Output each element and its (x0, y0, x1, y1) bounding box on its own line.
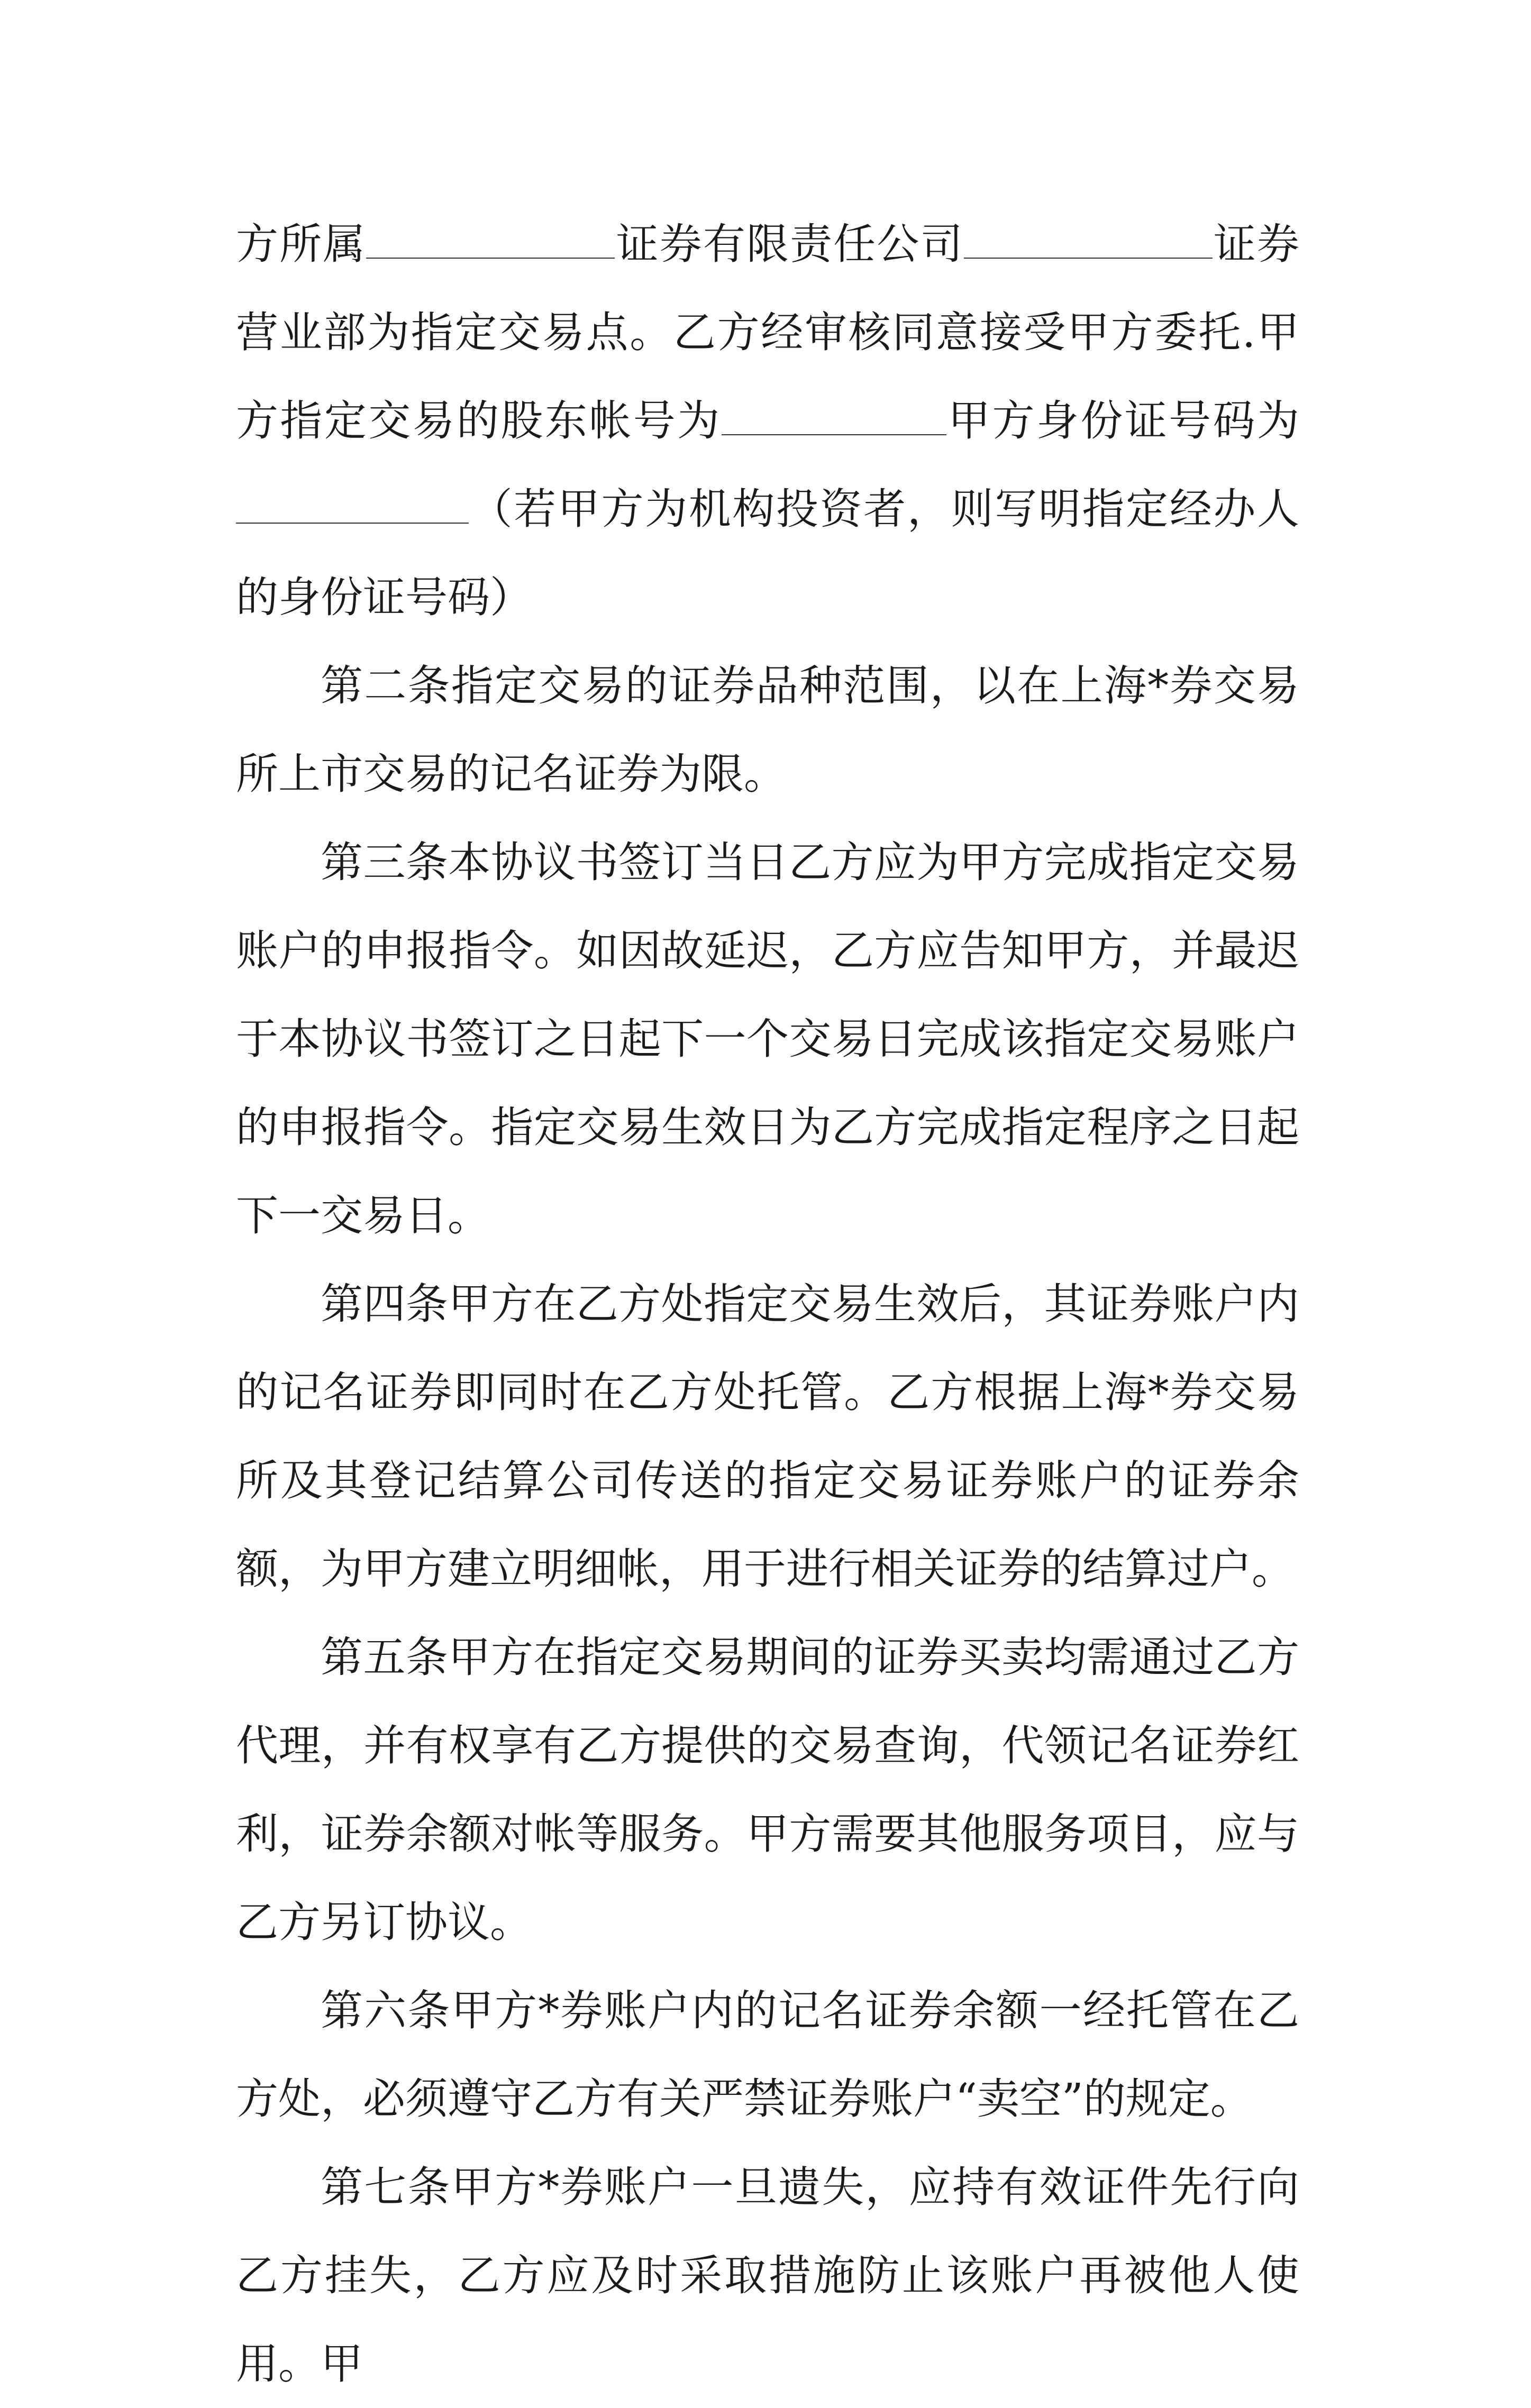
paragraph-clause-6: 第六条甲方*券账户内的记名证券余额一经托管在乙方处，必须遵守乙方有关严禁证券账户“卖空”的规定。 (236, 1986, 1299, 2123)
fill-in-blank-securities-company[interactable] (366, 221, 615, 259)
paragraph-clause-7: 第七条甲方*券账户一旦遗失，应持有效证件先行向乙方挂失，乙方应及时采取措施防止该账户再被他人使用。甲 (236, 2163, 1299, 2388)
paragraph-clause-5: 第五条甲方在指定交易期间的证券买卖均需通过乙方代理，并有权享有乙方提供的交易查询，代领记名证券红利，证券余额对帐等服务。甲方需要其他服务项目，应与乙方另订协议。 (236, 1633, 1299, 1947)
fill-in-blank-shareholder-account[interactable] (722, 397, 946, 435)
text-segment: 方所属 (236, 219, 367, 269)
text-segment: 证券有限责任公司 (615, 219, 964, 269)
paragraph-clause-4: 第四条甲方在乙方处指定交易生效后，其证券账户内的记名证券即同时在乙方处托管。乙方根据上海*券交易所及其登记结算公司传送的指定交易证券账户的证券余额，为甲方建立明细帐，用于进行相关证券的结算过户。 (236, 1279, 1299, 1594)
text-segment: 甲方身份证号码为 (946, 396, 1300, 445)
text-segment: （若甲方为机构投资者，则写明指定经办人的身份证号码） (236, 484, 1299, 622)
text-segment: 证券营业部为指定交易点。乙方经审核同意接受甲方委托.甲方指定交易的股东帐号为 (236, 219, 1300, 445)
paragraph-clause-3: 第三条本协议书签订当日乙方应为甲方完成指定交易账户的申报指令。如因故延迟，乙方应告知甲方，并最迟于本协议书签订之日起下一个交易日完成该指定交易账户的申报指令。指定交易生效日为乙方完成指定程序之日起下一交易日。 (236, 838, 1299, 1240)
fill-in-blank-branch-office[interactable] (964, 221, 1213, 259)
document-body (236, 200, 1299, 2408)
paragraph-clause-1-continued (236, 200, 1299, 642)
paragraph-clause-2: 第二条指定交易的证券品种范围，以在上海*券交易所上市交易的记名证券为限。 (236, 661, 1299, 799)
fill-in-blank-id-number[interactable] (236, 486, 469, 524)
